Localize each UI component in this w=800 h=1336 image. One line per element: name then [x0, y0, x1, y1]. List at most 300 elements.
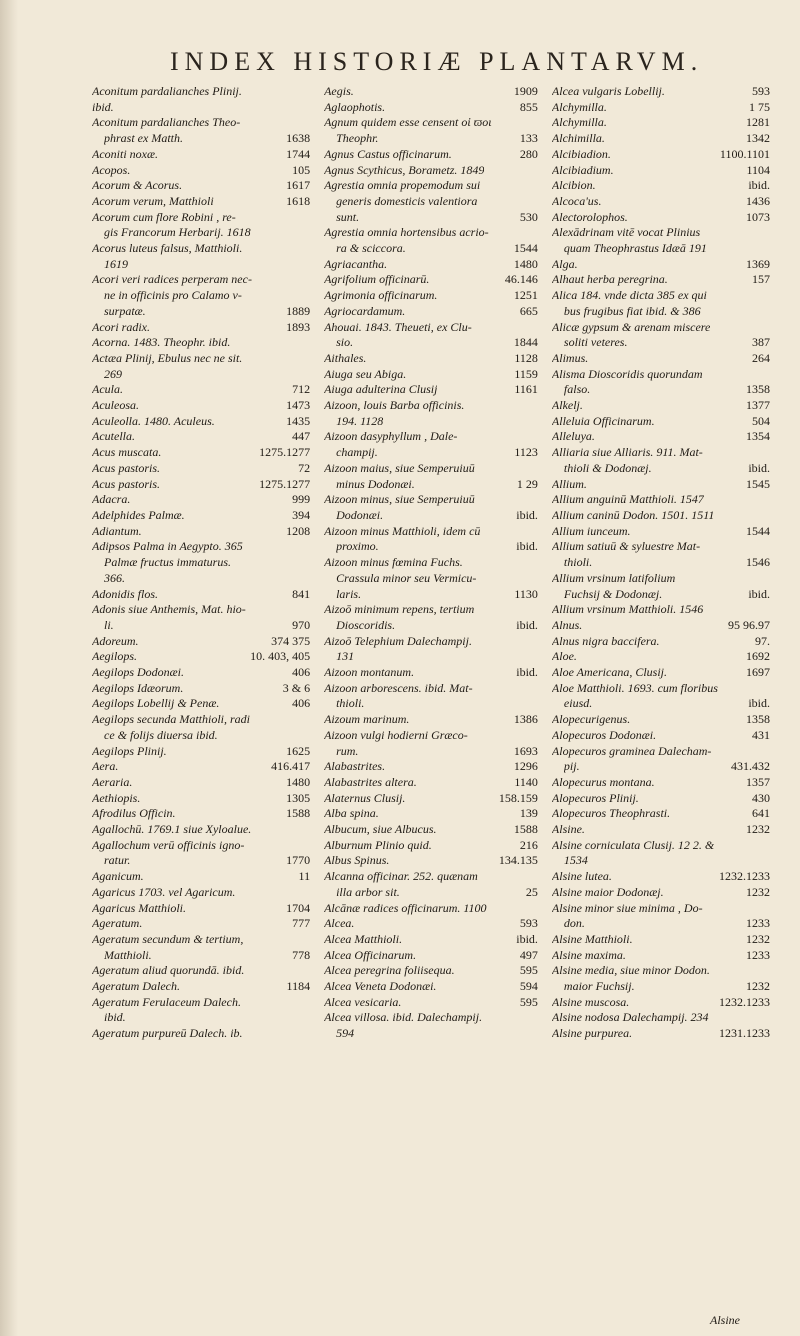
- index-entry: [552, 304, 770, 320]
- entry-name: Alcibion.: [551, 178, 596, 193]
- entry-name: Aegilops Idæorum.: [92, 680, 184, 695]
- entry-page-number: 1208: [286, 523, 311, 538]
- index-entry: [324, 272, 538, 288]
- entry-page-number: 1545: [746, 476, 770, 491]
- index-entry: [92, 649, 310, 665]
- entry-page-number: 1296: [513, 759, 538, 774]
- entry-name: Aiuga seu Abiga.: [324, 366, 407, 381]
- entry-name: Aloe.: [551, 649, 577, 664]
- entry-name: Agrifolium officinarū.: [324, 272, 430, 287]
- entry-name: Alopecuros Dodonæi.: [551, 727, 657, 742]
- entry-page-number: 1889: [286, 303, 311, 318]
- index-entry: [324, 712, 538, 728]
- entry-name: Afrodilus Officin.: [92, 806, 176, 821]
- entry-name: Aizoon dasyphyllum , Dale-: [324, 429, 458, 444]
- index-entry: [324, 885, 538, 901]
- index-entry: [92, 414, 310, 430]
- index-entry: [552, 367, 770, 383]
- entry-name: Aegilops secunda Matthioli, radi: [92, 712, 250, 727]
- index-entry: [92, 539, 310, 555]
- index-entry: [324, 382, 538, 398]
- entry-page-number: 1638: [286, 131, 311, 146]
- index-entry: [552, 524, 770, 540]
- entry-name: Alsine corniculata Clusij. 12 2. &: [551, 837, 715, 852]
- entry-page-number: 1232.1233: [719, 994, 770, 1009]
- index-entry: [92, 916, 310, 932]
- index-entry: [552, 587, 770, 603]
- entry-name: Alisma Dioscoridis quorundam: [551, 366, 703, 381]
- index-entry: [324, 84, 538, 100]
- entry-page-number: 394: [292, 507, 311, 522]
- index-entry: [552, 775, 770, 791]
- index-entry: [92, 147, 310, 163]
- entry-name: Allium caninū Dodon. 1501. 1511: [551, 507, 715, 522]
- entry-page-number: 1744: [286, 146, 311, 161]
- entry-name: Actæa Plinij, Ebulus nec ne sit.: [92, 350, 243, 365]
- entry-page-number: 133: [519, 131, 538, 146]
- entry-name: gis Francorum Herbarij. 1618: [104, 225, 251, 240]
- index-entry: [92, 131, 310, 147]
- index-entry: [92, 461, 310, 477]
- entry-name: Acori radix.: [92, 319, 150, 334]
- index-entry: [92, 587, 310, 603]
- index-entry: [552, 382, 770, 398]
- index-entry: [552, 1026, 770, 1042]
- entry-name: Alcibiadium.: [551, 162, 614, 177]
- entry-name: Alimus.: [551, 350, 589, 365]
- index-entry: [324, 1010, 538, 1026]
- entry-name: eiusd.: [563, 696, 593, 711]
- index-entry: [552, 885, 770, 901]
- entry-name: Alopecuros graminea Dalecham-: [551, 743, 712, 758]
- index-entry: [324, 649, 538, 665]
- index-entry: [324, 320, 538, 336]
- entry-name: Alsine purpurea.: [551, 1026, 633, 1041]
- index-entry: [92, 178, 310, 194]
- entry-page-number: 777: [292, 916, 311, 931]
- entry-name: sunt.: [336, 209, 360, 224]
- entry-name: Alhaut herba peregrina.: [551, 272, 668, 287]
- entry-page-number: 406: [292, 665, 311, 680]
- entry-page-number: 497: [519, 947, 538, 962]
- index-entry: [92, 571, 310, 587]
- index-entry: [552, 901, 770, 917]
- entry-name: Acutella.: [92, 429, 135, 444]
- index-entry: [324, 539, 538, 555]
- entry-name: Alsine muscosa.: [551, 994, 630, 1009]
- entry-page-number: 10. 403, 405: [250, 649, 311, 664]
- index-entry: [552, 649, 770, 665]
- entry-page-number: 1140: [514, 774, 538, 789]
- entry-name: Adelphides Palmæ.: [92, 507, 185, 522]
- entry-name: Theophr.: [336, 131, 379, 146]
- entry-page-number: 1625: [286, 743, 311, 758]
- entry-name: Aegilops.: [92, 649, 137, 664]
- entry-name: ibid.: [104, 1010, 126, 1025]
- entry-name: Alsine minor siue minima , Do-: [551, 900, 703, 915]
- entry-name: Alba spina.: [324, 806, 379, 821]
- entry-name: Adipsos Palma in Aegypto. 365: [92, 539, 243, 554]
- index-entry: [552, 272, 770, 288]
- index-entry: [552, 791, 770, 807]
- entry-name: Aizoon arborescens. ibid. Mat-: [324, 680, 473, 695]
- entry-name: Alcoca'us.: [551, 193, 602, 208]
- entry-page-number: ibid.: [516, 931, 538, 946]
- entry-page-number: 1480: [286, 774, 311, 789]
- entry-page-number: 1704: [286, 900, 311, 915]
- entry-name: Alsine.: [551, 822, 585, 837]
- index-entry: [324, 492, 538, 508]
- index-entry: [324, 744, 538, 760]
- index-entry: [92, 194, 310, 210]
- entry-name: Alchymilla.: [551, 115, 607, 130]
- entry-name: Allium iunceum.: [551, 523, 631, 538]
- index-entry: [324, 838, 538, 854]
- entry-page-number: 1480: [513, 256, 538, 271]
- entry-name: li.: [104, 617, 114, 632]
- index-entry: [92, 744, 310, 760]
- entry-page-number: 712: [292, 382, 311, 397]
- index-entry: [552, 241, 770, 257]
- entry-name: phrast ex Matth.: [104, 131, 183, 146]
- entry-name: 131: [336, 649, 355, 664]
- index-entry: [552, 288, 770, 304]
- entry-name: Alcānæ radices officinarum. 1100: [324, 900, 487, 915]
- entry-name: Agaricus 1703. vel Agaricum.: [92, 884, 236, 899]
- entry-name: Acula.: [92, 382, 123, 397]
- entry-page-number: 1184: [286, 979, 311, 994]
- index-entry: [92, 115, 310, 131]
- index-entry: [324, 257, 538, 273]
- entry-name: Alnus nigra baccifera.: [551, 633, 660, 648]
- index-entry: [324, 194, 538, 210]
- entry-page-number: 3 & 6: [282, 680, 311, 695]
- index-entry: [324, 524, 538, 540]
- entry-page-number: 374 375: [271, 633, 311, 648]
- entry-page-number: 1588: [513, 822, 538, 837]
- entry-name: Crassula minor seu Vermicu-: [336, 570, 477, 585]
- index-entry: [552, 571, 770, 587]
- entry-page-number: ibid.: [516, 539, 538, 554]
- entry-name: 366.: [104, 570, 125, 585]
- entry-name: rum.: [336, 743, 359, 758]
- index-entry: [552, 210, 770, 226]
- entry-name: Agriacantha.: [324, 256, 388, 271]
- entry-page-number: 105: [292, 162, 311, 177]
- entry-page-number: 1909: [513, 84, 538, 98]
- entry-page-number: 406: [292, 696, 311, 711]
- index-entry: [324, 477, 538, 493]
- entry-page-number: 855: [519, 99, 538, 114]
- entry-page-number: 1275.1277: [259, 476, 311, 491]
- entry-page-number: 134.135: [498, 853, 538, 868]
- entry-page-number: 1544: [513, 241, 538, 256]
- entry-name: Adoreum.: [92, 633, 139, 648]
- index-entry: [552, 681, 770, 697]
- index-entry: [324, 131, 538, 147]
- entry-page-number: 1893: [286, 319, 311, 334]
- entry-name: Aethiopis.: [92, 790, 141, 805]
- entry-page-number: 97.: [755, 633, 770, 648]
- entry-name: Alcea Officinarum.: [324, 947, 417, 962]
- entry-page-number: 641: [752, 806, 770, 821]
- page-title: INDEX HISTORIÆ PLANTARVM.: [170, 47, 704, 76]
- entry-name: Agallochū. 1769.1 siue Xyloalue.: [92, 822, 252, 837]
- entry-page-number: 1354: [746, 429, 770, 444]
- index-entry: [552, 351, 770, 367]
- entry-name: Agnum quidem esse censent οἱ ϖοι: [324, 115, 492, 130]
- index-entry: [92, 806, 310, 822]
- index-entry: [552, 744, 770, 760]
- entry-page-number: 1544: [746, 523, 770, 538]
- index-entry: [552, 602, 770, 618]
- entry-name: Dioscoridis.: [336, 617, 396, 632]
- entry-name: proximo.: [336, 539, 379, 554]
- entry-name: Agallochum verū officinis igno-: [92, 837, 245, 852]
- entry-name: Alectorolophos.: [551, 209, 628, 224]
- index-entry: [92, 335, 310, 351]
- index-entry: [552, 508, 770, 524]
- index-entry: [92, 791, 310, 807]
- index-column-2: [324, 84, 538, 1042]
- entry-name: thioli.: [563, 555, 593, 570]
- index-entry: [552, 398, 770, 414]
- entry-page-number: 1233: [746, 916, 770, 931]
- index-entry: [552, 335, 770, 351]
- index-entry: [552, 822, 770, 838]
- entry-name: Alcea.: [324, 916, 355, 931]
- index-entry: [324, 932, 538, 948]
- index-entry: [324, 869, 538, 885]
- entry-page-number: 430: [752, 790, 770, 805]
- entry-page-number: 1100.1101: [719, 146, 770, 161]
- entry-page-number: ibid.: [748, 586, 770, 601]
- index-entry: [552, 414, 770, 430]
- entry-name: Aeraria.: [92, 774, 133, 789]
- index-entry: [552, 225, 770, 241]
- entry-page-number: 1436: [746, 193, 770, 208]
- entry-page-number: 1358: [746, 712, 770, 727]
- index-entry: [552, 131, 770, 147]
- index-entry: [552, 539, 770, 555]
- index-entry: [324, 555, 538, 571]
- index-entry: [324, 351, 538, 367]
- entry-name: Aizoon montanum.: [324, 665, 415, 680]
- entry-name: Alcea Veneta Dodonæi.: [324, 979, 437, 994]
- index-entry: [324, 853, 538, 869]
- entry-page-number: 1232: [746, 979, 770, 994]
- entry-page-number: 970: [292, 617, 311, 632]
- entry-page-number: 431: [752, 727, 770, 742]
- index-entry: [552, 194, 770, 210]
- entry-page-number: 1357: [746, 774, 770, 789]
- entry-name: bus frugibus fiat ibid. & 386: [563, 303, 701, 318]
- index-entry: [92, 775, 310, 791]
- index-entry: [552, 1010, 770, 1026]
- index-entry: [92, 728, 310, 744]
- index-entry: [92, 382, 310, 398]
- index-entry: [552, 320, 770, 336]
- entry-name: Alopecurigenus.: [551, 712, 631, 727]
- index-entry: [324, 602, 538, 618]
- entry-name: Agnus Castus officinarum.: [324, 146, 452, 161]
- entry-name: soliti veteres.: [563, 335, 628, 350]
- index-entry: [552, 445, 770, 461]
- entry-name: Agnus Scythicus, Borametz. 1849: [324, 162, 485, 177]
- entry-page-number: 999: [292, 492, 311, 507]
- entry-page-number: 431.432: [731, 759, 770, 774]
- entry-page-number: ibid.: [748, 178, 770, 193]
- index-entry: [92, 477, 310, 493]
- index-entry: [552, 555, 770, 571]
- entry-name: Alcea Matthioli.: [324, 931, 403, 946]
- entry-name: Allium anguinū Matthioli. 1547: [551, 492, 704, 507]
- index-entry: [92, 696, 310, 712]
- index-entry: [92, 602, 310, 618]
- entry-page-number: 416.417: [271, 759, 311, 774]
- index-entry: [324, 288, 538, 304]
- entry-name: Aizoon, louis Barba officinis.: [324, 398, 465, 413]
- entry-page-number: 1435: [286, 413, 311, 428]
- index-entry: [552, 979, 770, 995]
- entry-name: Adonidis flos.: [92, 586, 159, 601]
- entry-name: Alabastrites altera.: [324, 774, 417, 789]
- entry-name: Alexādrinam vitē vocat Plinius: [551, 225, 701, 240]
- index-entry: [92, 241, 310, 257]
- entry-name: Aegilops Plinij.: [92, 743, 167, 758]
- index-entry: [324, 916, 538, 932]
- index-entry: [92, 272, 310, 288]
- entry-name: Aizoon minus, siue Semperuiuū: [324, 492, 475, 507]
- entry-page-number: 1844: [513, 335, 538, 350]
- entry-name: Alleluia Officinarum.: [551, 413, 655, 428]
- entry-name: Agrimonia officinarum.: [324, 288, 438, 303]
- index-entry: [552, 759, 770, 775]
- index-entry: [552, 665, 770, 681]
- entry-page-number: 1617: [286, 178, 311, 193]
- index-entry: [324, 414, 538, 430]
- entry-name: minus Dodonæi.: [336, 476, 415, 491]
- index-entry: [324, 995, 538, 1011]
- catchword: Alsine: [710, 1313, 740, 1327]
- entry-page-number: 1697: [746, 665, 770, 680]
- index-entry: [324, 1026, 538, 1042]
- entry-name: Aloe Americana, Clusij.: [551, 665, 668, 680]
- entry-page-number: ibid.: [516, 507, 538, 522]
- entry-name: Acopos.: [92, 162, 131, 177]
- entry-page-number: 1377: [746, 398, 770, 413]
- entry-name: Alchimilla.: [551, 131, 605, 146]
- entry-name: pij.: [563, 759, 580, 774]
- index-entry: [92, 979, 310, 995]
- index-entry: [552, 477, 770, 493]
- entry-page-number: 1130: [514, 586, 538, 601]
- index-column-3: [552, 84, 770, 1042]
- entry-name: Aera.: [92, 759, 119, 774]
- entry-name: Aizoon minus fœmina Fuchs.: [324, 555, 463, 570]
- index-entry: [92, 429, 310, 445]
- entry-page-number: 1386: [513, 712, 538, 727]
- index-entry: [324, 100, 538, 116]
- entry-name: Alopecuros Theophrasti.: [551, 806, 671, 821]
- entry-page-number: ibid.: [748, 460, 770, 475]
- entry-name: Albucum, siue Albucus.: [324, 822, 437, 837]
- entry-name: Acorum & Acorus.: [92, 178, 183, 193]
- entry-name: Alsine Matthioli.: [551, 931, 633, 946]
- index-entry: [324, 696, 538, 712]
- index-entry: [324, 587, 538, 603]
- index-entry: [92, 665, 310, 681]
- entry-name: Acus pastoris.: [92, 460, 161, 475]
- entry-name: illa arbor sit.: [336, 884, 400, 899]
- index-entry: [552, 995, 770, 1011]
- entry-name: Alsine media, siue minor Dodon.: [551, 963, 710, 978]
- index-entry: [324, 681, 538, 697]
- entry-name: Ageratum Ferulaceum Dalech.: [92, 994, 241, 1009]
- entry-name: Aconiti noxæ.: [92, 146, 158, 161]
- index-entry: [92, 618, 310, 634]
- entry-name: Ageratum aliud quorundā. ibid.: [92, 963, 245, 978]
- entry-name: Dodonæi.: [336, 507, 384, 522]
- entry-name: Agriocardamum.: [324, 303, 406, 318]
- index-entry: [324, 225, 538, 241]
- entry-name: Allium vrsinum latifolium: [551, 570, 676, 585]
- entry-name: ra & sciccora.: [336, 241, 406, 256]
- entry-name: Acorus luteus falsus, Matthioli.: [92, 241, 243, 256]
- index-entry: [324, 759, 538, 775]
- index-entry: [92, 367, 310, 383]
- index-entry: [324, 147, 538, 163]
- entry-name: Alcanna officinar. 252. quænam: [324, 869, 478, 884]
- entry-name: Alaternus Clusij.: [324, 790, 406, 805]
- index-entry: [324, 963, 538, 979]
- entry-name: Adacra.: [92, 492, 131, 507]
- index-entry: [92, 555, 310, 571]
- entry-name: Allium vrsinum Matthioli. 1546: [551, 602, 704, 617]
- entry-name: Adonis siue Anthemis, Mat. hio-: [92, 602, 246, 617]
- entry-name: Adiantum.: [92, 523, 142, 538]
- index-entry: [552, 163, 770, 179]
- index-entry: [324, 178, 538, 194]
- index-entry: [324, 508, 538, 524]
- index-entry: [552, 916, 770, 932]
- entry-page-number: 1342: [746, 131, 770, 146]
- index-entry: [92, 932, 310, 948]
- index-entry: [92, 1010, 310, 1026]
- index-entry: [552, 838, 770, 854]
- index-entry: [92, 508, 310, 524]
- index-entry: [324, 571, 538, 587]
- index-entry: [92, 681, 310, 697]
- index-entry: [324, 728, 538, 744]
- index-entry: [552, 257, 770, 273]
- entry-name: Aegilops Dodonæi.: [92, 665, 184, 680]
- entry-page-number: 158.159: [498, 790, 538, 805]
- entry-page-number: 264: [752, 350, 770, 365]
- index-entry: [92, 100, 310, 116]
- index-entry: [324, 461, 538, 477]
- index-entry: [92, 84, 310, 100]
- index-entry: [92, 885, 310, 901]
- entry-page-number: 594: [519, 979, 538, 994]
- index-entry: [92, 948, 310, 964]
- index-entry: [552, 634, 770, 650]
- entry-page-number: 1693: [513, 743, 538, 758]
- entry-name: Acorna. 1483. Theophr. ibid.: [92, 335, 231, 350]
- index-entry: [552, 178, 770, 194]
- index-entry: [324, 445, 538, 461]
- entry-name: Acori veri radices perperam nec-: [92, 272, 252, 287]
